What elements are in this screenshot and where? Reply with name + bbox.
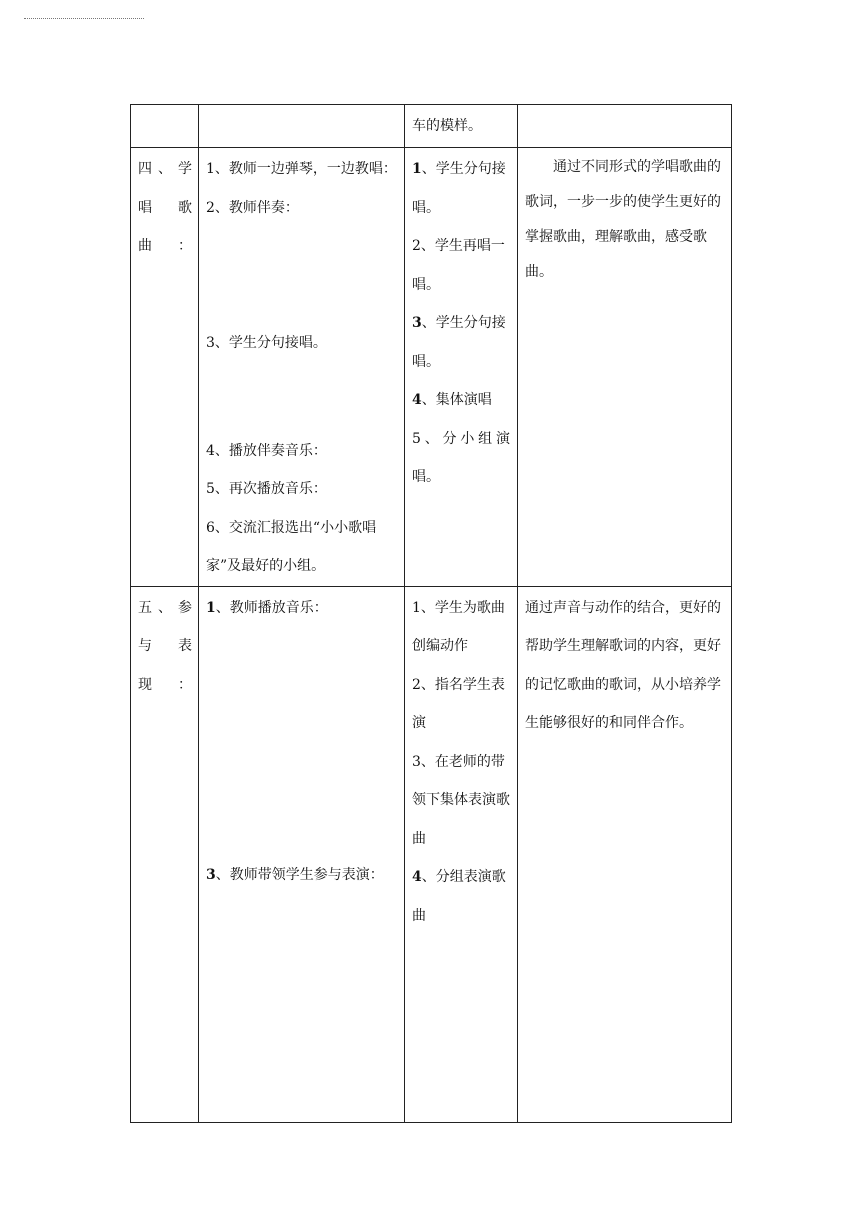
- student-activity-line: 车的模样。: [412, 118, 482, 134]
- student-activity: 3、学生分句接唱。: [412, 315, 506, 370]
- header-rule: [24, 18, 144, 19]
- student-activity: 4、分组表演歌曲: [412, 869, 506, 924]
- teacher-step: 3、学生分句接唱。: [206, 335, 327, 351]
- teacher-cell: [199, 105, 405, 148]
- student-activity: 1、学生为歌曲创编动作: [412, 599, 505, 654]
- teacher-step: 5、再次播放音乐：: [206, 481, 327, 497]
- purpose-text: 通过不同形式的学唱歌曲的歌词，一步一步的使学生更好的掌握歌曲，理解歌曲，感受歌曲。: [525, 159, 721, 280]
- student-activity: 2、指名学生表演: [412, 676, 505, 731]
- stage-label: 四、学唱歌曲：: [138, 161, 192, 254]
- student-activity: 4、集体演唱: [412, 392, 492, 408]
- teacher-step: 1、教师播放音乐：: [206, 599, 328, 616]
- teacher-step: 4、播放伴奏音乐：: [206, 442, 327, 459]
- teacher-cell: [199, 148, 405, 587]
- student-cell: [405, 148, 518, 587]
- student-activity: 3、在老师的带领下集体表演歌曲: [412, 753, 510, 847]
- student-activity: 1、学生分句接唱。: [412, 161, 506, 216]
- teacher-step: 1、教师一边弹琴，一边教唱：: [206, 161, 397, 177]
- table-row: [131, 105, 732, 148]
- student-activity: 5、分小组演唱。: [412, 430, 510, 485]
- teacher-cell: [199, 586, 405, 1122]
- lesson-plan-table: [130, 104, 732, 1123]
- table-row: [131, 148, 732, 587]
- stage-cell: [131, 586, 199, 1122]
- purpose-cell: [518, 586, 732, 1122]
- table-row: [131, 586, 732, 1122]
- stage-cell: [131, 148, 199, 587]
- teacher-step: 2、教师伴奏：: [206, 199, 299, 216]
- purpose-cell: [518, 148, 732, 587]
- purpose-text: 通过声音与动作的结合，更好的帮助学生理解歌词的内容，更好的记忆歌曲的歌词，从小培养学生能够很好的和同伴合作。: [525, 599, 721, 731]
- student-cell: [405, 586, 518, 1122]
- stage-label: 五、参与表现：: [138, 599, 192, 693]
- student-activity: 2、学生再唱一唱。: [412, 238, 505, 293]
- teacher-step: 6、交流汇报选出“小小歌唱家”及最好的小组。: [206, 519, 377, 574]
- purpose-cell: [518, 105, 732, 148]
- stage-cell: [131, 105, 199, 148]
- teacher-step: 3、教师带领学生参与表演：: [206, 867, 384, 883]
- student-cell: [405, 105, 518, 148]
